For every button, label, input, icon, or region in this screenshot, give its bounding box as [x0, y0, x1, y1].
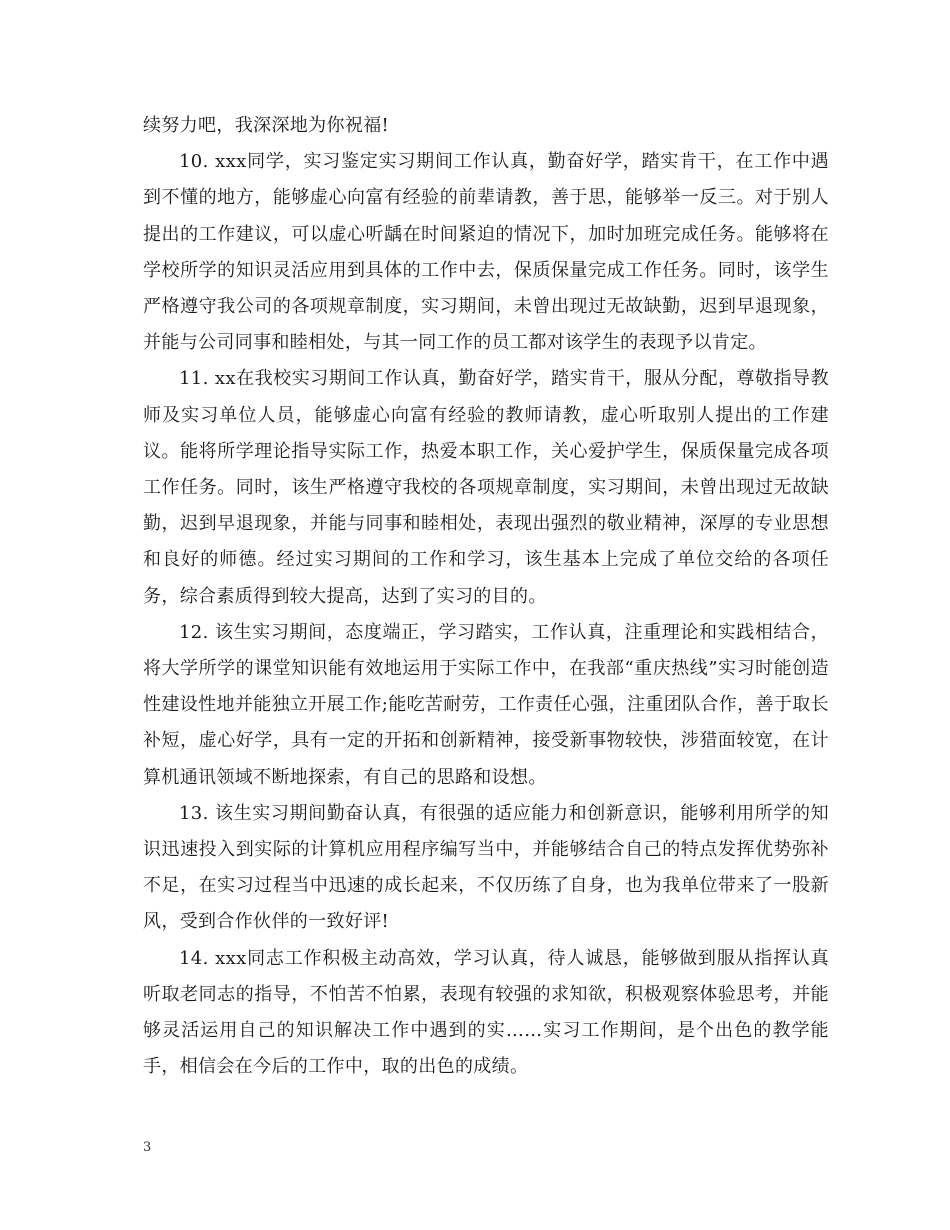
paragraph-item-10: 10. xxx同学，实习鉴定实习期间工作认真，勤奋好学，踏实肯干，在工作中遇到不懂的地方，能够虚心向富有经验的前辈请教，善于思，能够举一反三。对于别人提出的工作建议，可以虚心听龋在时间紧迫的情况下，加时加班完成任务。能够将在学校所学的知识灵活应用到具体的工作中去，保质保量完成工作任务。同时，该学生严格遵守我公司的各项规章制度，实习期间，未曾出现过无故缺勤，迟到早退现象，并能与公司同事和睦相处，与其一同工作的员工都对该学生的表现予以肯定。: [143, 151, 829, 354]
paragraph-item-14: 14. xxx同志工作积极主动高效，学习认真，待人诚恳，能够做到服从指挥认真听取老同志的指导，不怕苦不怕累，表现有较强的求知欲，积极观察体验思考，并能够灵活运用自己的知识解决工作中遇到的实……实习工作期间，是个出色的教学能手，相信会在今后的工作中，取的出色的成绩。: [143, 947, 829, 1078]
paragraph-continuation: 续努力吧，我深深地为你祝福!: [143, 115, 390, 136]
paragraph-item-12: 12. 该生实习期间，态度端正，学习踏实，工作认真，注重理论和实践相结合，将大学所学的课堂知识能有效地运用于实际工作中，在我部“重庆热线”实习时能创造性建设性地并能独立开展工作;能吃苦耐劳，工作责任心强，注重团队合作，善于取长补短，虚心好学，具有一定的开拓和创新精神，接受新事物较快，涉猎面较宽，在计算机通讯领域不断地探索，有自己的思路和设想。: [143, 621, 829, 788]
page-number: 3: [143, 1140, 152, 1155]
paragraph-item-13: 13. 该生实习期间勤奋认真，有很强的适应能力和创新意识，能够利用所学的知识迅速投入到实际的计算机应用程序编写当中，并能够结合自己的特点发挥优势弥补不足，在实习过程当中迅速的成长起来，不仅历练了自身，也为我单位带来了一股新风，受到合作伙伴的一致好评!: [143, 802, 829, 933]
paragraph-item-11: 11. xx在我校实习期间工作认真，勤奋好学，踏实肯干，服从分配，尊敬指导教师及实习单位人员，能够虚心向富有经验的教师请教，虚心听取别人提出的工作建议。能将所学理论指导实际工作，热爱本职工作，关心爱护学生，保质保量完成各项工作任务。同时，该生严格遵守我校的各项规章制度，实习期间，未曾出现过无故缺勤，迟到早退现象，并能与同事和睦相处，表现出强烈的敬业精神，深厚的专业思想和良好的师德。经过实习期间的工作和学习，该生基本上完成了单位交给的各项任务，综合素质得到较大提高，达到了实习的目的。: [143, 368, 829, 607]
document-body: [143, 108, 829, 1085]
